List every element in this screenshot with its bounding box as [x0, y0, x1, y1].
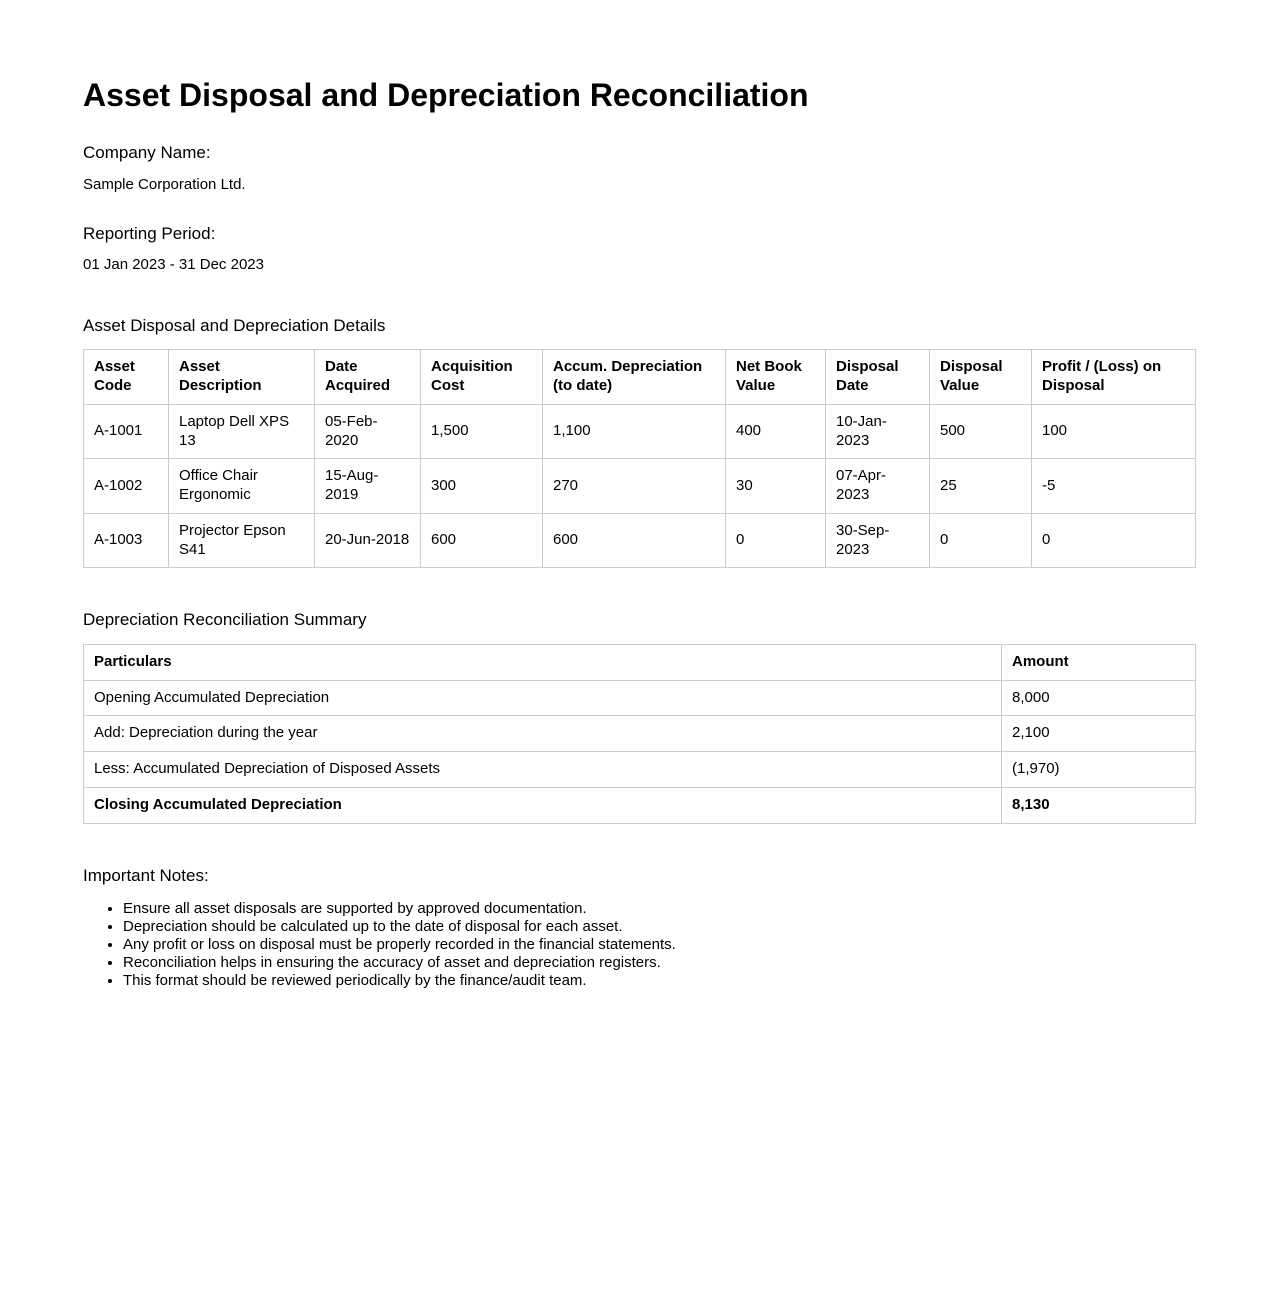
table-row — [84, 459, 1196, 514]
amount-cell: 2,100 — [1002, 716, 1196, 752]
details-header-row — [84, 350, 1196, 405]
table-cell: 20-Jun-2018 — [315, 513, 421, 568]
table-cell: 15-Aug-2019 — [315, 459, 421, 514]
depreciation-summary-table — [83, 644, 1196, 824]
table-cell: -5 — [1032, 459, 1196, 514]
column-header: Asset Description — [169, 350, 315, 405]
note-item: • Reconciliation helps in ensuring the accuracy of asset and depreciation registers. — [123, 954, 1195, 972]
particulars-cell: Less: Accumulated Depreciation of Disposed Assets — [84, 752, 1002, 788]
column-header: Disposal Date — [826, 350, 930, 405]
reporting-period-label: Reporting Period: — [83, 223, 216, 243]
table-cell: 600 — [421, 513, 543, 568]
table-cell: 0 — [1032, 513, 1196, 568]
table-cell: A-1002 — [84, 459, 169, 514]
table-cell: 270 — [543, 459, 726, 514]
summary-header-row — [84, 644, 1196, 680]
column-header: Acquisition Cost — [421, 350, 543, 405]
column-header: Profit / (Loss) on Disposal — [1032, 350, 1196, 405]
asset-details-table — [83, 349, 1196, 568]
notes-list — [83, 900, 1195, 990]
notes-heading: Important Notes: — [83, 865, 209, 885]
table-row — [84, 752, 1196, 788]
table-cell: 400 — [726, 404, 826, 459]
particulars-cell: Add: Depreciation during the year — [84, 716, 1002, 752]
column-header: Accum. Depreciation (to date) — [543, 350, 726, 405]
table-row — [84, 404, 1196, 459]
table-cell: 25 — [930, 459, 1032, 514]
note-item: • Depreciation should be calculated up to the date of disposal for each asset. — [123, 918, 1195, 936]
note-item: • Ensure all asset disposals are supported by approved documentation. — [123, 900, 1195, 918]
table-cell: 0 — [726, 513, 826, 568]
note-item: • This format should be reviewed periodically by the finance/audit team. — [123, 972, 1195, 990]
table-cell: Office Chair Ergonomic — [169, 459, 315, 514]
table-cell: 100 — [1032, 404, 1196, 459]
table-cell: 500 — [930, 404, 1032, 459]
table-cell: A-1001 — [84, 404, 169, 459]
table-cell: 05-Feb-2020 — [315, 404, 421, 459]
table-cell: 1,100 — [543, 404, 726, 459]
column-header: Particulars — [84, 644, 1002, 680]
column-header: Asset Code — [84, 350, 169, 405]
table-cell: Laptop Dell XPS 13 — [169, 404, 315, 459]
reporting-period-value: 01 Jan 2023 - 31 Dec 2023 — [83, 255, 264, 273]
table-cell: 300 — [421, 459, 543, 514]
note-item: • Any profit or loss on disposal must be properly recorded in the financial statements. — [123, 936, 1195, 954]
table-row — [84, 716, 1196, 752]
table-row — [84, 680, 1196, 716]
table-cell: 30-Sep-2023 — [826, 513, 930, 568]
table-row — [84, 787, 1196, 823]
column-header: Date Acquired — [315, 350, 421, 405]
summary-section-heading: Depreciation Reconciliation Summary — [83, 610, 367, 630]
table-cell: 10-Jan-2023 — [826, 404, 930, 459]
column-header: Disposal Value — [930, 350, 1032, 405]
table-cell: Projector Epson S41 — [169, 513, 315, 568]
amount-cell: 8,000 — [1002, 680, 1196, 716]
particulars-cell: Closing Accumulated Depreciation — [84, 787, 1002, 823]
table-cell: 1,500 — [421, 404, 543, 459]
particulars-cell: Opening Accumulated Depreciation — [84, 680, 1002, 716]
amount-cell: (1,970) — [1002, 752, 1196, 788]
company-name-value: Sample Corporation Ltd. — [83, 175, 246, 193]
table-cell: 07-Apr-2023 — [826, 459, 930, 514]
table-cell: 30 — [726, 459, 826, 514]
column-header: Amount — [1002, 644, 1196, 680]
table-cell: A-1003 — [84, 513, 169, 568]
table-cell: 600 — [543, 513, 726, 568]
page-title: Asset Disposal and Depreciation Reconciliation — [83, 77, 809, 113]
details-section-heading: Asset Disposal and Depreciation Details — [83, 315, 386, 335]
company-name-label: Company Name: — [83, 143, 211, 163]
amount-cell: 8,130 — [1002, 787, 1196, 823]
table-cell: 0 — [930, 513, 1032, 568]
column-header: Net Book Value — [726, 350, 826, 405]
table-row — [84, 513, 1196, 568]
